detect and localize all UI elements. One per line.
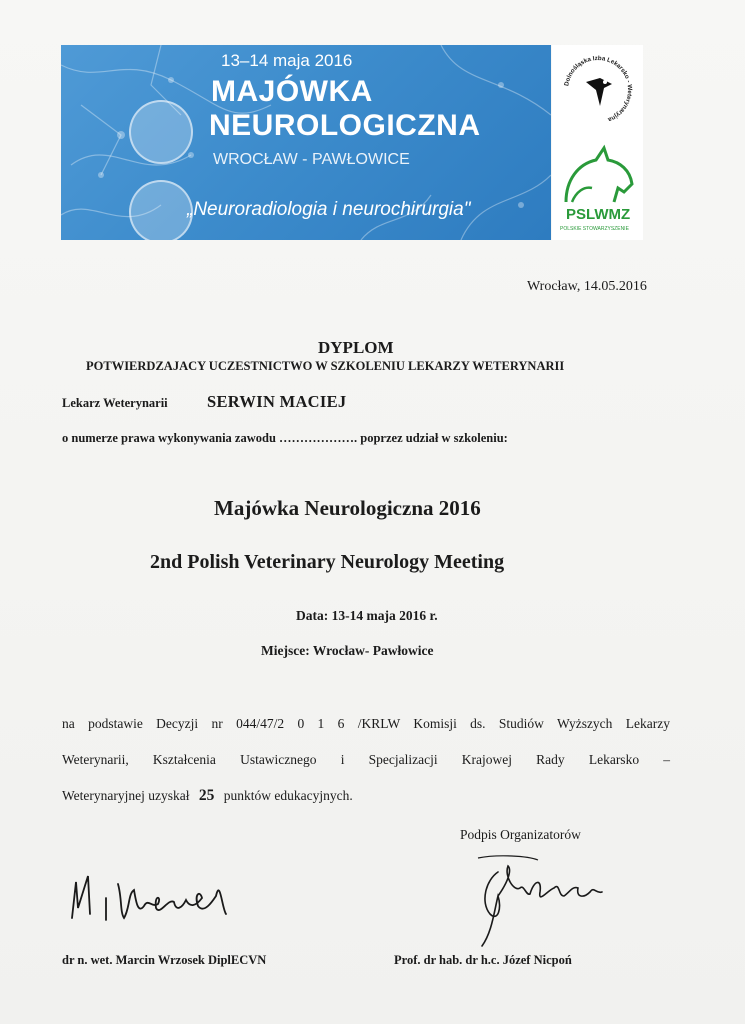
recipient-name: SERWIN MACIEJ bbox=[207, 392, 347, 411]
banner-date: 13–14 maja 2016 bbox=[221, 51, 353, 70]
event-banner bbox=[61, 45, 551, 240]
signer-1-name: dr n. wet. Marcin Wrzosek DiplECVN bbox=[62, 953, 267, 967]
banner-title-line1: MAJÓWKA bbox=[211, 75, 373, 108]
veterinary-chamber-logo bbox=[556, 48, 640, 132]
basis-line-1: na podstawie Decyzji nr 044/47/2 0 1 6 /KRLW Komisji ds. Studiów Wyższych Lekarzy bbox=[62, 716, 670, 731]
svg-text:Dolnośląska Izba Lekarsko - We: Dolnośląska Izba Lekarsko - Weterynaryjna bbox=[563, 54, 634, 124]
banner-location: WROCŁAW - PAWŁOWICE bbox=[213, 151, 410, 168]
confirmation-text: POTWIERDZAJACY UCZESTNICTWO W SZKOLENIU LEKARZY WETERYNARII bbox=[86, 359, 565, 373]
license-line: o numerze prawa wykonywania zawodu ………………. poprzez udział w szkoleniu: bbox=[62, 431, 508, 445]
signature-2 bbox=[468, 852, 618, 952]
event-date: Data: 13-14 maja 2016 r. bbox=[296, 608, 438, 623]
society-name: PSLWMZ bbox=[566, 206, 631, 223]
signer-2-name: Prof. dr hab. dr h.c. Józef Nicpoń bbox=[394, 953, 572, 967]
pslwmz-dog-cat-logo bbox=[558, 140, 642, 238]
basis-line-3-end: punktów edukacyjnych. bbox=[223, 788, 353, 803]
signature-1 bbox=[66, 868, 256, 928]
basis-line-2: Weterynarii, Kształcenia Ustawicznego i Specjalizacji Krajowej Rady Lekarsko – bbox=[62, 752, 670, 767]
society-subtitle: POLSKIE STOWARZYSZENIE bbox=[560, 226, 629, 232]
diploma-title: DYPLOM bbox=[318, 338, 394, 357]
education-points: 25 bbox=[198, 787, 215, 804]
recipient-label: Lekarz Weterynarii bbox=[62, 396, 168, 410]
issue-date: Wrocław, 14.05.2016 bbox=[527, 279, 647, 294]
banner-subtitle: „Neuroradiologia i neurochirurgia" bbox=[187, 199, 471, 220]
basis-line-3 bbox=[62, 778, 670, 814]
event-name: Majówka Neurologiczna 2016 bbox=[214, 496, 481, 520]
basis-line-3-start: Weterynaryjnej uzyskał bbox=[62, 788, 190, 803]
signatures-label: Podpis Organizatorów bbox=[460, 827, 581, 842]
event-name-english: 2nd Polish Veterinary Neurology Meeting bbox=[150, 551, 505, 573]
banner-title-line2: NEUROLOGICZNA bbox=[209, 109, 481, 142]
event-place: Miejsce: Wrocław- Pawłowice bbox=[261, 643, 434, 658]
university-seal-bottom bbox=[129, 180, 193, 240]
university-seal-top bbox=[129, 100, 193, 164]
